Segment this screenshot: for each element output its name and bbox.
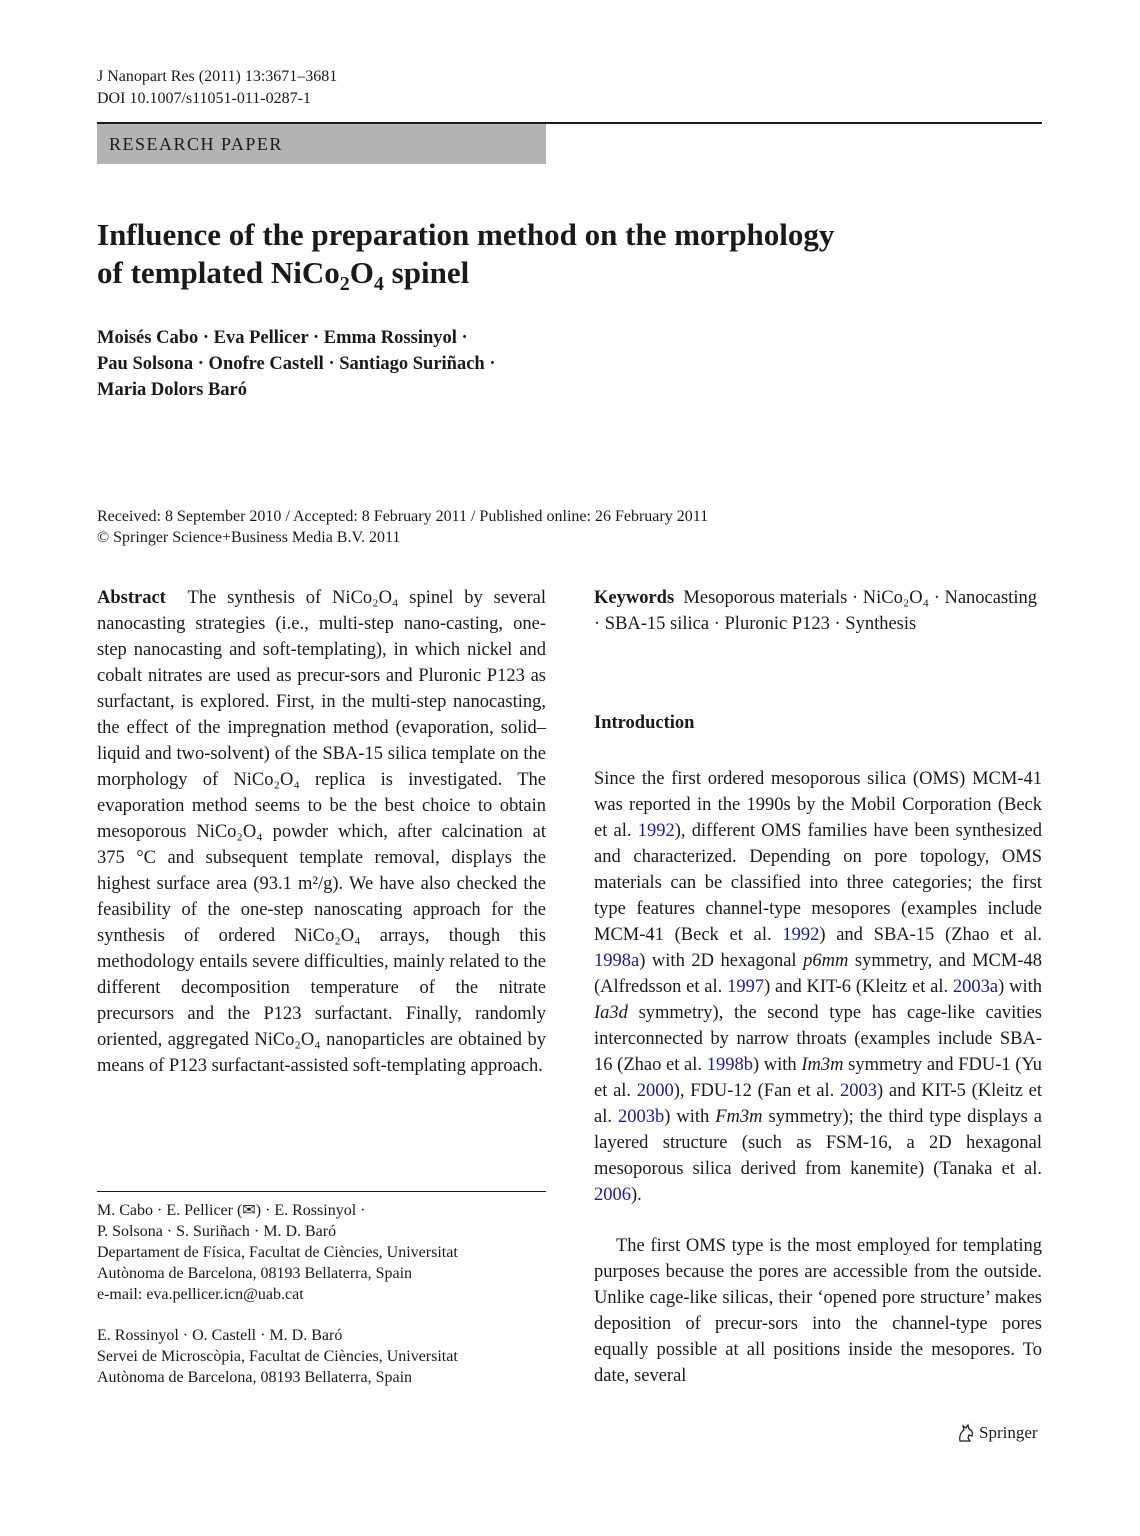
citation-link[interactable]: 2003b — [617, 1107, 665, 1127]
affiliation-2-address: Autònoma de Barcelona, 08193 Bellaterra, Spain — [97, 1369, 413, 1386]
section-label: RESEARCH PAPER — [97, 124, 546, 164]
affiliation-1-address: Autònoma de Barcelona, 08193 Bellaterra, Spain — [97, 1265, 413, 1282]
text-run: symmetry, and MCM-48 (Alfredsson et al. — [594, 951, 1042, 997]
keywords-label: Keywords — [594, 588, 675, 608]
symmetry-term: p6mm — [803, 951, 849, 971]
text-run: ) with 2D hexagonal — [639, 951, 804, 971]
journal-header — [97, 66, 337, 110]
affiliation-1-authors: M. Cabo · E. Pellicer (✉) · E. Rossinyol · — [97, 1202, 366, 1219]
paper-title — [97, 216, 957, 296]
text-run: ) with — [998, 977, 1042, 997]
copyright: © Springer Science+Business Media B.V. 2011 — [97, 529, 401, 546]
text-run: symmetry and FDU-1 (Yu et al. — [594, 1055, 1043, 1101]
text-run: ) and SBA-15 (Zhao et al. — [819, 925, 1042, 945]
affiliation-2-dept: Servei de Microscòpia, Facultat de Ciències, Universitat — [97, 1348, 458, 1365]
introduction-paragraph-2: The first OMS type is the most employed for templating purposes because the pores are accessible from the outside. Unlike cage-like silicas, their ‘opened pore structure’ makes deposition of precur-sors into the channel-type pores equally possible at all positions inside the mesopores. To date, several — [594, 1236, 1042, 1386]
text-run: ) with — [752, 1055, 802, 1075]
symmetry-term: Ia3d — [594, 1003, 628, 1023]
affiliation-2-authors: E. Rossinyol · O. Castell · M. D. Baró — [97, 1327, 343, 1344]
publisher-logo — [957, 1423, 1038, 1443]
publication-dates — [97, 506, 708, 548]
author-list — [97, 325, 496, 403]
text-run: ) and KIT-5 (Kleitz et al. — [594, 1081, 1043, 1127]
corresponding-email[interactable]: e-mail: eva.pellicer.icn@uab.cat — [97, 1286, 304, 1303]
abstract-label: Abstract — [97, 588, 166, 608]
footnote-rule — [97, 1191, 546, 1192]
citation-link[interactable]: 1992 — [782, 925, 820, 945]
citation-link[interactable]: 1998a — [594, 951, 640, 971]
citation-link[interactable]: 1992 — [637, 821, 675, 841]
introduction-heading: Introduction — [594, 713, 695, 733]
keywords-text: Mesoporous materials · NiCo₂O₄ · Nanocasting · SBA-15 silica · Pluronic P123 · Synthesis — [594, 588, 1037, 634]
affiliation-1-dept: Departament de Física, Facultat de Ciències, Universitat — [97, 1244, 458, 1261]
text-run: ), different OMS families have been synthesized and characterized. Depending on pore topology, OMS materials can be classified into three categories; the first type features channel-type mesopores (examples include MCM-41 (Beck et al. — [594, 821, 1042, 945]
citation-link[interactable]: 2006 — [594, 1185, 631, 1205]
affiliation-2 — [97, 1325, 458, 1388]
journal-citation: J Nanopart Res (2011) 13:3671–3681 — [97, 68, 338, 85]
introduction-paragraph-1 — [594, 766, 1042, 1208]
text-run: symmetry), the second type has cage-like cavities interconnected by narrow throats (examples include SBA-16 (Zhao et al. — [594, 1003, 1042, 1075]
keywords — [594, 585, 1042, 637]
citation-link[interactable]: 2000 — [636, 1081, 674, 1101]
text-run: ). — [631, 1185, 642, 1205]
doi: DOI 10.1007/s11051-011-0287-1 — [97, 90, 311, 107]
text-run: ), FDU-12 (Fan et al. — [673, 1081, 841, 1101]
affiliation-1 — [97, 1200, 458, 1305]
abstract-text: The synthesis of NiCo₂O₄ spinel by several nanocasting strategies (i.e., multi-step nano-casting, one-step nanocasting and soft-templating), in which nickel and cobalt nitrates are used as precur-sors and Pluronic P123 as surfactant, is explored. First, in the multi-step nanocasting, the effect of the impregnation method (evaporation, solid–liquid and two-solvent) of the SBA-15 silica template on the morphology of NiCo₂O₄ replica is investigated. The evaporation method seems to be the best choice to obtain mesoporous NiCo₂O₄ powder which, after calcination at 375 °C and subsequent template removal, displays the highest surface area (93.1 m²/g). We have also checked the feasibility of the one-step nanoscating approach for the synthesis of ordered NiCo₂O₄ arrays, though this methodology entails severe difficulties, mainly related to the different decomposition temperature of the nitrate precursors and the P123 surfactant. Finally, randomly oriented, aggregated NiCo₂O₄ nanoparticles are obtained by means of P123 surfactant-assisted soft-templating approach. — [97, 588, 547, 1076]
authors-line-2: Pau Solsona · Onofre Castell · Santiago Suriñach · — [97, 354, 496, 374]
authors-line-3: Maria Dolors Baró — [97, 380, 248, 400]
text-run: ) and KIT-6 (Kleitz et al. — [764, 977, 953, 997]
abstract — [97, 585, 546, 1079]
citation-link[interactable]: 1998b — [706, 1055, 753, 1075]
affiliation-1-authors-2: P. Solsona · S. Suriñach · M. D. Baró — [97, 1223, 337, 1240]
citation-link[interactable]: 2003a — [952, 977, 999, 997]
text-run: ) with — [664, 1107, 716, 1127]
authors-line-1: Moisés Cabo · Eva Pellicer · Emma Rossinyol · — [97, 328, 468, 348]
citation-link[interactable]: 1997 — [727, 977, 765, 997]
title-line-2: of templated $NiCo_2O_4$ spinel — [97, 255, 470, 296]
symmetry-term: Fm3m — [715, 1107, 763, 1127]
text-run: Since the first ordered mesoporous silica (OMS) MCM-41 was reported in the 1990s by the Mobil Corporation (Beck et al. — [594, 769, 1042, 841]
springer-horse-icon — [957, 1423, 975, 1443]
citation-link[interactable]: 2003 — [840, 1081, 878, 1101]
received-dates: Received: 8 September 2010 / Accepted: 8 February 2011 / Published online: 26 February 2011 — [97, 508, 709, 525]
symmetry-term: Im3m — [801, 1055, 844, 1075]
title-line-1: Influence of the preparation method on the morphology — [97, 217, 835, 252]
text-run: symmetry); the third type displays a layered structure (such as FSM-16, a 2D hexagonal mesoporous silica derived from kanemite) (Tanaka et al. — [594, 1107, 1042, 1179]
publisher-name: Springer — [979, 1423, 1038, 1442]
